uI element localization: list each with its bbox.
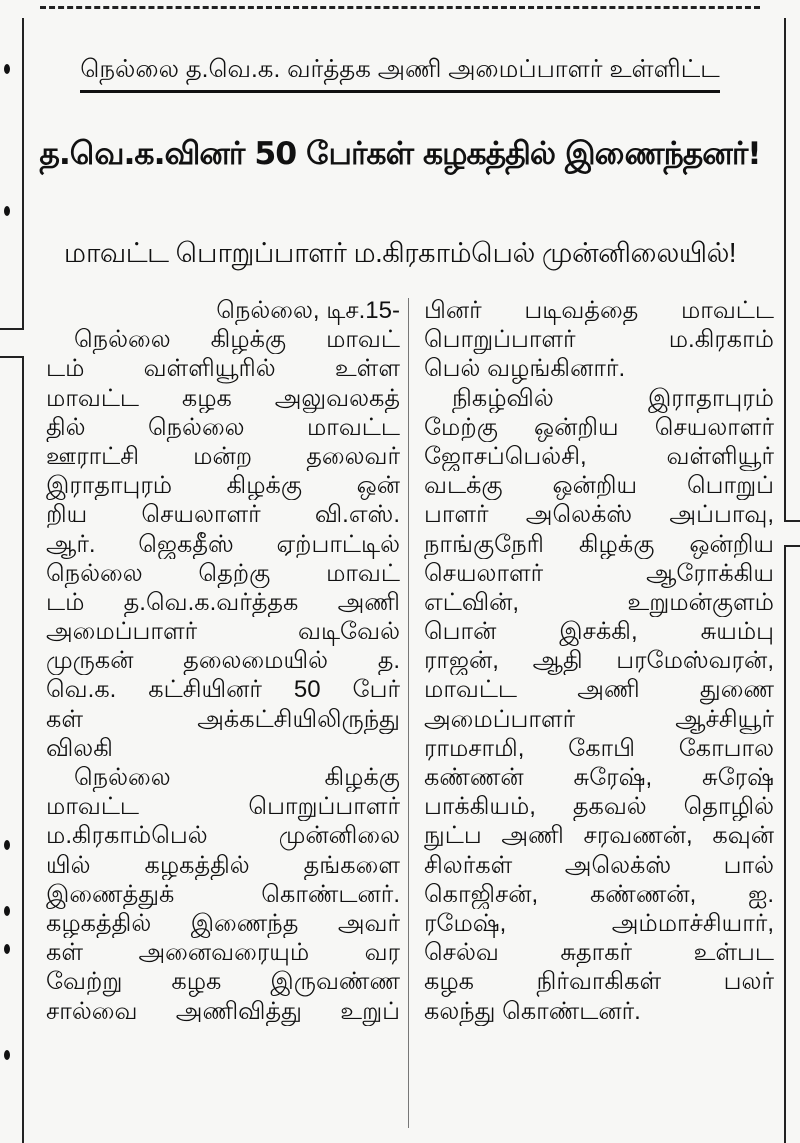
body-line: முருகன் தலைமையில் த. (46, 647, 400, 675)
body-line: பொறுப்பாளர் ம.கிரகாம் (424, 326, 774, 354)
body-line: இராதாபுரம் கிழக்கு ஒன் (46, 472, 400, 500)
body-line: கலந்து கொண்டனர். (424, 997, 641, 1025)
body-line: சால்வை அணிவித்து உறுப் (46, 997, 400, 1025)
edge-glyph-mark (4, 906, 10, 916)
body-line: ரமேஷ், அம்மாச்சியார், (424, 909, 774, 937)
edge-glyph-mark (4, 840, 10, 850)
body-line: பெல் வழங்கினார். (424, 355, 626, 383)
body-line: மாவட்ட கழக அலுவலகத் (46, 384, 400, 412)
body-line: மாவட்ட அணி துணை (424, 676, 774, 704)
body-line: விலகி (46, 734, 113, 762)
body-line: அமைப்பாளர் வடிவேல் (46, 618, 400, 646)
edge-glyph-mark (4, 64, 10, 74)
body-line: மேற்கு ஒன்றிய செயலாளர் (424, 413, 774, 441)
body-line: ஊராட்சி மன்ற தலைவர் (46, 442, 400, 470)
body-line: கள் அக்கட்சியிலிருந்து (46, 705, 400, 733)
body-line: மாவட்ட பொறுப்பாளர் (46, 793, 400, 821)
body-line: ஜோசப்பெல்சி, வள்ளியூர் (424, 442, 774, 470)
body-line: சிலர்கள் அலெக்ஸ் பால் (424, 851, 774, 879)
body-line: இணைத்துக் கொண்டனர். (46, 880, 400, 908)
body-line: அமைப்பாளர் ஆச்சியூர் (424, 705, 774, 733)
body-line: ராஜன், ஆதி பரமேஸ்வரன், (424, 647, 774, 675)
adjacent-article-frame-left-top (0, 18, 24, 330)
body-line: கள் அனைவரையும் வர (46, 939, 400, 967)
body-line: றிய செயலாளர் வி.எஸ். (46, 501, 400, 529)
body-line: ராமசாமி, கோபி கோபால (424, 734, 774, 762)
body-line: வடக்கு ஒன்றிய பொறுப் (424, 472, 774, 500)
body-line: எட்வின், உறுமன்குளம் (424, 588, 774, 616)
article-subhead: மாவட்ட பொறுப்பாளர் ம.கிரகாம்பெல் முன்னிலையில்! (63, 237, 737, 268)
body-line: கழகத்தில் இணைந்த அவர் (46, 909, 400, 937)
body-line: பொன் இசக்கி, சுயம்பு (424, 618, 774, 646)
body-line: நெல்லை கிழக்கு (74, 764, 400, 791)
body-line: நுட்ப அணி சரவணன், கவுன் (424, 822, 774, 850)
body-line: பாளர் அலெக்ஸ் அப்பாவு, (424, 501, 774, 529)
body-line: ஆர். ஜெகதீஸ் ஏற்பாட்டில் (46, 530, 400, 558)
body-line: தில் நெல்லை மாவட்ட (46, 413, 400, 441)
body-line: நிகழ்வில் இராதாபுரம் (452, 384, 774, 412)
body-line: ம.கிரகாம்பெல் முன்னிலை (46, 822, 400, 850)
body-line: டம் வள்ளியூரில் உள்ள (46, 355, 400, 383)
body-line: வெ.க. கட்சியினர் 50 பேர் (46, 676, 400, 704)
body-line: பாக்கியம், தகவல் தொழில் (424, 793, 774, 821)
adjacent-article-frame-right-top (784, 18, 800, 522)
body-line: யில் கழகத்தில் தங்களை (46, 851, 400, 879)
dateline: நெல்லை, டிச.15- (216, 297, 400, 324)
body-line: பினர் படிவத்தை மாவட்ட (424, 297, 774, 324)
body-line: செல்வ சுதாகர் உள்பட (424, 939, 774, 967)
article-body-left-column (46, 296, 400, 1026)
top-dashed-rule (40, 6, 760, 9)
adjacent-article-frame-left-bottom (0, 356, 24, 1143)
body-line: டம் த.வெ.க.வர்த்தக அணி (46, 588, 400, 616)
body-line: வேற்று கழக இருவண்ண (46, 968, 400, 996)
article-body-right-column (424, 296, 774, 1026)
body-line: நாங்குநேரி கிழக்கு ஒன்றிய (424, 530, 774, 558)
body-line: கொஜிசன், கண்ணன், ஐ. (424, 880, 774, 908)
article-headline: த.வெ.க.வினர் 50 பேர்கள் கழகத்தில் இணைந்தனர்! (39, 136, 761, 172)
body-line: நெல்லை தெற்கு மாவட் (46, 559, 400, 587)
article-kicker: நெல்லை த.வெ.க. வர்த்தக அணி அமைப்பாளர் உள்ளிட்ட (80, 50, 720, 93)
adjacent-article-frame-right-bottom (784, 545, 800, 1143)
body-line: செயலாளர் ஆரோக்கிய (424, 559, 774, 587)
edge-glyph-mark (4, 944, 10, 954)
body-line: நெல்லை கிழக்கு மாவட் (74, 326, 400, 354)
edge-glyph-mark (4, 206, 10, 216)
column-divider (408, 298, 409, 1128)
edge-glyph-mark (4, 1050, 10, 1060)
body-line: கழக நிர்வாகிகள் பலர் (424, 968, 774, 996)
body-line: கண்ணன் சுரேஷ், சுரேஷ் (424, 764, 774, 791)
